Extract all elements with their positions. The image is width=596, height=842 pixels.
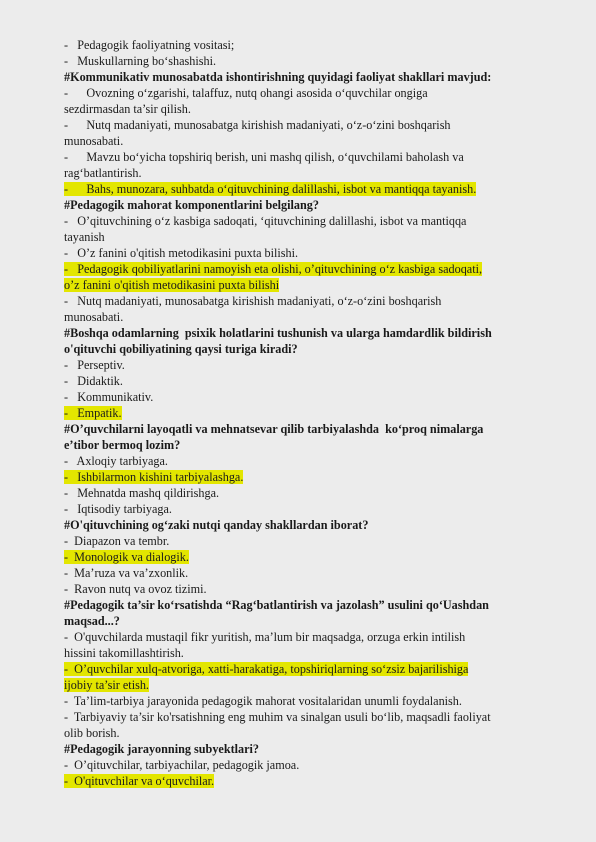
highlighted-text: - Monologik va dialogik. xyxy=(64,550,189,564)
line-text: - Tarbiyaviy ta’sir ko'rsatishning eng muhim va sinalgan usuli bo‘lib, maqsadli faoliyat xyxy=(64,710,491,724)
line-text: #Pedagogik mahorat komponentlarini belgilang? xyxy=(64,198,319,212)
line-text: #O’quvchilarni layoqatli va mehnatsevar qilib tarbiyalashda ko‘proq nimalarga xyxy=(64,422,484,436)
line-text: - Iqtisodiy tarbiyaga. xyxy=(64,502,172,516)
answer-line xyxy=(64,709,558,725)
line-text: - Ta’lim-tarbiya jarayonida pedagogik mahorat vositalaridan unumli foydalanish. xyxy=(64,694,462,708)
answer-line xyxy=(64,389,558,405)
line-text: - Diapazon va tembr. xyxy=(64,534,170,548)
line-text: rag‘batlantirish. xyxy=(64,166,142,180)
answer-line xyxy=(64,261,558,277)
question-line xyxy=(64,597,558,613)
line-text: - Perseptiv. xyxy=(64,358,125,372)
answer-line xyxy=(64,469,558,485)
question-line xyxy=(64,197,558,213)
line-text: - O’z fanini o'qitish metodikasini puxta bilishi. xyxy=(64,246,299,260)
highlighted-text: - Ishbilarmon kishini tarbiyalashga. xyxy=(64,470,244,484)
answer-line xyxy=(64,181,558,197)
highlighted-text: ijobiy ta’sir etish. xyxy=(64,678,149,692)
answer-line xyxy=(64,693,558,709)
answer-line xyxy=(64,501,558,517)
line-text: #Pedagogik jarayonning subyektlari? xyxy=(64,742,260,756)
answer-line xyxy=(64,645,558,661)
question-line xyxy=(64,613,558,629)
line-text: sezdirmasdan ta’sir qilish. xyxy=(64,102,191,116)
line-text: #Kommunikativ munosabatda ishontirishning quyidagi faoliyat shakllari mavjud: xyxy=(64,70,492,84)
answer-line xyxy=(64,533,558,549)
line-text: - Mehnatda mashq qildirishga. xyxy=(64,486,220,500)
highlighted-text: - Empatik. xyxy=(64,406,122,420)
answer-line xyxy=(64,677,558,693)
line-text: - Ravon nutq va ovoz tizimi. xyxy=(64,582,207,596)
answer-line xyxy=(64,565,558,581)
answer-line xyxy=(64,453,558,469)
line-text: o'qituvchi qobiliyatining qaysi turiga kiradi? xyxy=(64,342,298,356)
answer-line xyxy=(64,757,558,773)
answer-line xyxy=(64,549,558,565)
question-line xyxy=(64,341,558,357)
answer-line xyxy=(64,85,558,101)
line-text: - O’qituvchining o‘z kasbiga sadoqati, ‘qituvchining dalillashi, isbot va mantiqqa xyxy=(64,214,467,228)
highlighted-text: - Pedagogik qobiliyatlarini namoyish eta olishi, o’qituvchining o‘z kasbiga sadoqati, xyxy=(64,262,483,276)
answer-line xyxy=(64,357,558,373)
line-text: e’tibor bermoq lozim? xyxy=(64,438,181,452)
answer-line xyxy=(64,101,558,117)
answer-line xyxy=(64,405,558,421)
answer-line xyxy=(64,213,558,229)
line-text: olib borish. xyxy=(64,726,120,740)
line-text: - O’qituvchilar, tarbiyachilar, pedagogik jamoa. xyxy=(64,758,300,772)
highlighted-text: o’z fanini o'qitish metodikasini puxta bilishi xyxy=(64,278,280,292)
highlighted-text: - O'qituvchilar va o‘quvchilar. xyxy=(64,774,215,788)
answer-line xyxy=(64,245,558,261)
line-text: - O'quvchilarda mustaqil fikr yuritish, ma’lum bir maqsadga, orzuga erkin intilish xyxy=(64,630,466,644)
line-text: #Boshqa odamlarning psixik holatlarini tushunish va ularga hamdardlik bildirish xyxy=(64,326,492,340)
line-text: munosabati. xyxy=(64,134,124,148)
answer-line xyxy=(64,485,558,501)
answer-line xyxy=(64,725,558,741)
answer-line xyxy=(64,133,558,149)
answer-line xyxy=(64,277,558,293)
line-text: - Axloqiy tarbiyaga. xyxy=(64,454,168,468)
document-body xyxy=(64,37,558,789)
line-text: munosabati. xyxy=(64,310,124,324)
answer-line xyxy=(64,53,558,69)
line-text: #Pedagogik ta’sir ko‘rsatishda “Rag‘batlantirish va jazolash” usulini qo‘Uashdan xyxy=(64,598,489,612)
question-line xyxy=(64,325,558,341)
answer-line xyxy=(64,293,558,309)
highlighted-text: - Bahs, munozara, suhbatda o‘qituvchining dalillashi, isbot va mantiqqa tayanish. xyxy=(64,182,477,196)
line-text: - Didaktik. xyxy=(64,374,123,388)
question-line xyxy=(64,517,558,533)
answer-line xyxy=(64,581,558,597)
answer-line xyxy=(64,37,558,53)
answer-line xyxy=(64,117,558,133)
line-text: - Muskullarning bo‘shashishi. xyxy=(64,54,216,68)
question-line xyxy=(64,69,558,85)
answer-line xyxy=(64,229,558,245)
line-text: - Mavzu bo‘yicha topshiriq berish, uni mashq qilish, o‘quvchilami baholash va xyxy=(64,150,464,164)
question-line xyxy=(64,437,558,453)
answer-line xyxy=(64,629,558,645)
line-text: tayanish xyxy=(64,230,105,244)
line-text: hissini takomillashtirish. xyxy=(64,646,184,660)
line-text: - Nutq madaniyati, munosabatga kirishish madaniyati, o‘z-o‘zini boshqarish xyxy=(64,118,451,132)
line-text: - Ovozning o‘zgarishi, talaffuz, nutq ohangi asosida o‘quvchilar ongiga xyxy=(64,86,428,100)
answer-line xyxy=(64,661,558,677)
line-text: maqsad...? xyxy=(64,614,120,628)
line-text: - Pedagogik faoliyatning vositasi; xyxy=(64,38,235,52)
line-text: - Kommunikativ. xyxy=(64,390,154,404)
answer-line xyxy=(64,773,558,789)
question-line xyxy=(64,421,558,437)
answer-line xyxy=(64,373,558,389)
answer-line xyxy=(64,309,558,325)
highlighted-text: - O’quvchilar xulq-atvoriga, xatti-harakatiga, topshiriqlarning so‘zsiz bajarilishiga xyxy=(64,662,469,676)
question-line xyxy=(64,741,558,757)
answer-line xyxy=(64,149,558,165)
line-text: - Nutq madaniyati, munosabatga kirishish madaniyati, o‘z-o‘zini boshqarish xyxy=(64,294,442,308)
line-text: #O'qituvchining og‘zaki nutqi qanday shakllardan iborat? xyxy=(64,518,369,532)
answer-line xyxy=(64,165,558,181)
line-text: - Ma’ruza va va’zxonlik. xyxy=(64,566,189,580)
